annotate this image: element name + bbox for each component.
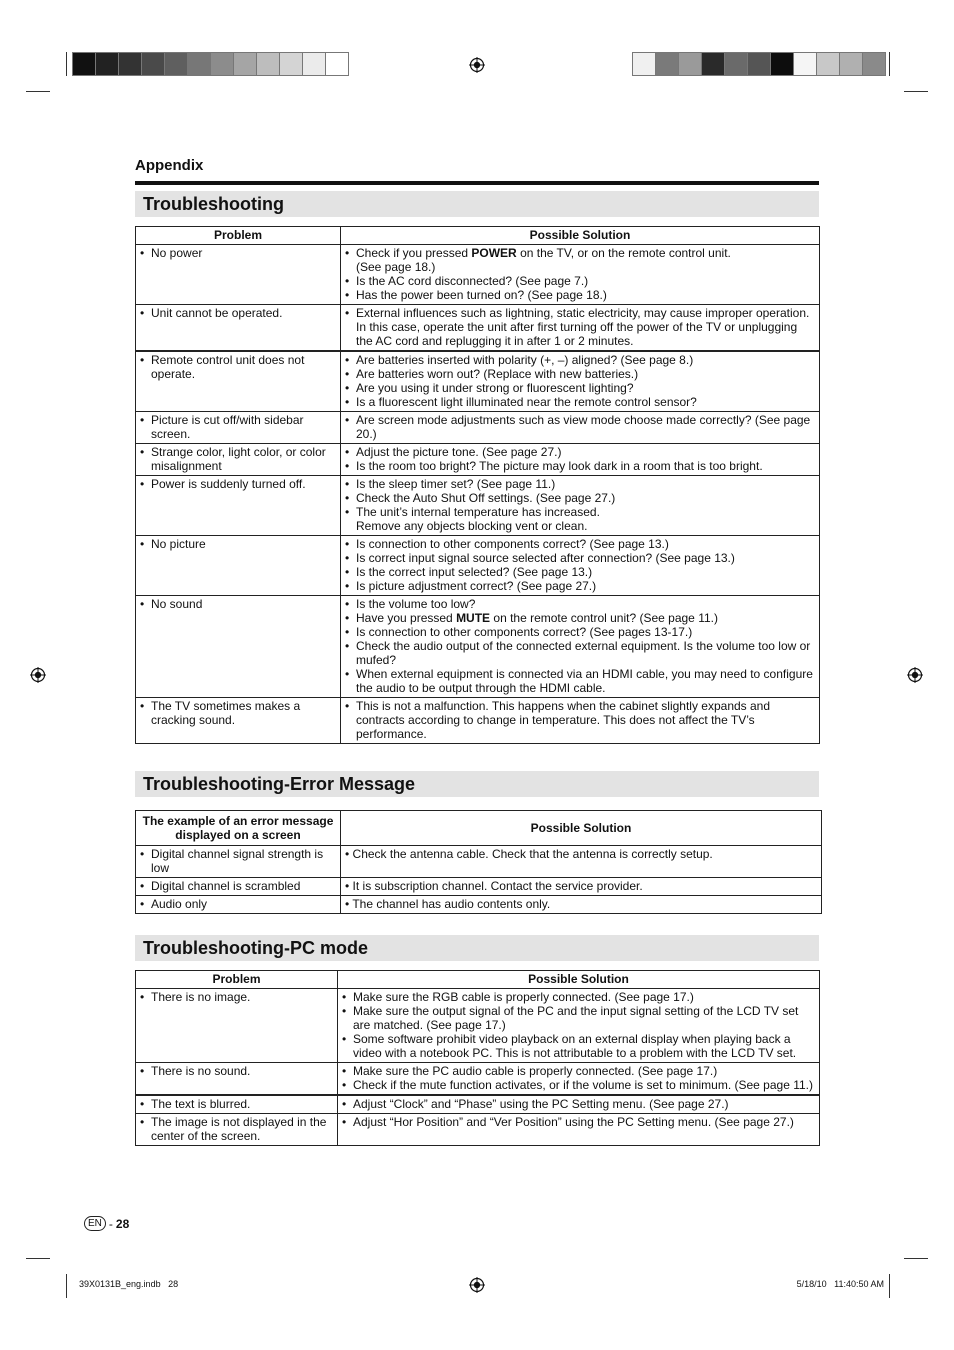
problem-text: • The TV sometimes makes a cracking sound.: [140, 699, 336, 727]
solution-item: [345, 353, 815, 367]
page-number: [84, 1216, 129, 1231]
solution-cell: [341, 596, 820, 698]
color-swatch: [118, 52, 142, 76]
section-title-troubleshooting: Troubleshooting: [135, 191, 819, 217]
solution-text: on the TV, or on the remote control unit. (See page 18.): [356, 246, 731, 274]
solution-text: External influences such as lightning, static electricity, may cause improper operation. In this case, operate the unit after first turning off the power of the TV or unplugging the AC cord and replugging it in after 1 or 2 minutes.: [356, 306, 810, 348]
solution-text: Is correct input signal source selected after connection? (See page 13.): [356, 551, 735, 565]
problem-cell: [136, 536, 341, 596]
table-row: [136, 1095, 820, 1114]
problem-text: • The text is blurred.: [140, 1097, 333, 1111]
solution-item: [345, 395, 815, 409]
color-swatch: [632, 52, 656, 76]
solution-item: [345, 551, 815, 565]
solution-text: Have you pressed: [356, 611, 457, 625]
problem-list: [140, 1097, 333, 1111]
problem-cell: [136, 351, 341, 412]
solution-item: [345, 445, 815, 459]
solution-text: Is the room too bright? The picture may look dark in a room that is too bright.: [356, 459, 763, 473]
solution-list: [345, 477, 815, 533]
error-message-list: [140, 879, 336, 893]
solution-list: [345, 597, 815, 695]
solution-cell: [338, 1063, 820, 1096]
solution-cell: [338, 1095, 820, 1114]
color-swatch: [770, 52, 794, 76]
table-row: [136, 476, 820, 536]
problem-text: • The image is not displayed in the center of the screen.: [140, 1115, 333, 1143]
crop-mark: [66, 1274, 67, 1298]
solution-item: [345, 246, 815, 274]
solution-list: [345, 246, 815, 302]
problem-cell: [136, 596, 341, 698]
crop-mark: [904, 1258, 928, 1259]
solution-cell: [341, 698, 820, 744]
error-message-cell: [136, 896, 341, 914]
language-badge: EN: [84, 1216, 106, 1231]
color-swatch: [839, 52, 863, 76]
color-swatch: [187, 52, 211, 76]
solution-text: Check if you pressed: [356, 246, 472, 260]
error-message-cell: [136, 878, 341, 896]
problem-list: [140, 306, 336, 320]
solution-cell: • The channel has audio contents only.: [341, 896, 822, 914]
solution-item: [342, 1064, 815, 1078]
solution-text: Is the AC cord disconnected? (See page 7.): [356, 274, 589, 288]
troubleshooting-table: [135, 226, 820, 744]
problem-cell: [136, 444, 341, 476]
page-number-value: 28: [115, 1216, 130, 1231]
solution-item: [345, 459, 815, 473]
crop-mark: [889, 1274, 890, 1298]
button-name: MUTE: [456, 611, 491, 625]
problem-list: [140, 477, 336, 491]
problem-list: [140, 699, 336, 727]
solution-list: [342, 990, 815, 1060]
crop-mark: [26, 91, 50, 92]
color-swatch: [701, 52, 725, 76]
problem-list: [140, 1064, 333, 1078]
color-swatch: [655, 52, 679, 76]
solution-list: [345, 306, 815, 348]
registration-mark-icon: [30, 667, 46, 683]
problem-list: [140, 537, 336, 551]
registration-mark-icon: [469, 57, 485, 73]
solution-text: on the remote control unit? (See page 11.): [490, 611, 718, 625]
color-swatch: [164, 52, 188, 76]
solution-cell: [341, 444, 820, 476]
problem-list: [140, 246, 336, 260]
solution-list: [342, 1115, 815, 1129]
problem-text: • Picture is cut off/with sidebar screen.: [140, 413, 336, 441]
problem-text: • There is no sound.: [140, 1064, 333, 1078]
solution-item: [345, 381, 815, 395]
color-swatch: [279, 52, 303, 76]
solution-text: Adjust “Clock” and “Phase” using the PC Setting menu. (See page 27.): [353, 1097, 729, 1111]
problem-text: • Strange color, light color, or color misalignment: [140, 445, 336, 473]
solution-text: Is picture adjustment correct? (See page 27.): [356, 579, 597, 593]
solution-text: Check the audio output of the connected external equipment. Is the volume too low or mufed?: [356, 639, 811, 667]
solution-cell: [341, 305, 820, 352]
table-row: [136, 245, 820, 305]
error-message-text: • Digital channel is scrambled: [140, 879, 336, 893]
column-header-solution: Possible Solution: [341, 227, 820, 245]
problem-text: • Remote control unit does not operate.: [140, 353, 336, 381]
table-row: [136, 596, 820, 698]
solution-cell: [341, 412, 820, 444]
pc-mode-rows: [136, 989, 820, 1146]
table-row: [136, 989, 820, 1063]
solution-item: [345, 611, 815, 625]
solution-list: [342, 1064, 815, 1092]
color-swatch: [325, 52, 349, 76]
problem-cell: [136, 412, 341, 444]
error-message-cell: [136, 846, 341, 878]
solution-cell: [338, 989, 820, 1063]
problem-list: [140, 445, 336, 473]
solution-text: Some software prohibit video playback on an external display when playing back a video with a notebook PC. This is not attributable to a problem with the LCD TV set.: [353, 1032, 797, 1060]
problem-cell: [136, 1063, 338, 1096]
color-swatch: [210, 52, 234, 76]
problem-text: • No power: [140, 246, 336, 260]
table-row: [136, 896, 822, 914]
color-swatch: [724, 52, 748, 76]
error-message-text: • Digital channel signal strength is low: [140, 847, 336, 875]
problem-list: [140, 353, 336, 381]
solution-item: [345, 579, 815, 593]
table-row: [136, 536, 820, 596]
problem-cell: [136, 989, 338, 1063]
problem-text: • Unit cannot be operated.: [140, 306, 336, 320]
solution-text: Is connection to other components correct? (See pages 13-17.): [356, 625, 693, 639]
solution-cell: [341, 351, 820, 412]
solution-text: Is the sleep timer set? (See page 11.): [356, 477, 556, 491]
troubleshooting-rows: [136, 245, 820, 744]
color-swatch: [678, 52, 702, 76]
solution-item: [345, 505, 815, 533]
problem-cell: [136, 245, 341, 305]
solution-text: Is the correct input selected? (See page 13.): [356, 565, 593, 579]
section-title-error-message: Troubleshooting-Error Message: [135, 771, 819, 797]
solution-item: [345, 367, 815, 381]
problem-list: [140, 990, 333, 1004]
solution-item: [345, 537, 815, 551]
solution-list: [345, 413, 815, 441]
solution-cell: • Check the antenna cable. Check that the antenna is correctly setup.: [341, 846, 822, 878]
problem-text: • There is no image.: [140, 990, 333, 1004]
solution-text: Adjust the picture tone. (See page 27.): [356, 445, 562, 459]
solution-text: The unit’s internal temperature has increased. Remove any objects blocking vent or clean.: [356, 505, 600, 533]
problem-cell: [136, 476, 341, 536]
color-swatch: [72, 52, 96, 76]
error-message-text: • Audio only: [140, 897, 336, 911]
color-swatch: [256, 52, 280, 76]
solution-text: Is a fluorescent light illuminated near the remote control sensor?: [356, 395, 697, 409]
button-name: POWER: [471, 246, 517, 260]
problem-cell: [136, 1095, 338, 1114]
solution-text: Make sure the output signal of the PC and the input signal setting of the LCD TV set are matched. (See page 17.): [353, 1004, 799, 1032]
color-swatch: [793, 52, 817, 76]
pc-mode-table: [135, 970, 820, 1146]
solution-item: [345, 699, 815, 741]
solution-item: [345, 491, 815, 505]
solution-text: Is connection to other components correct? (See page 13.): [356, 537, 669, 551]
solution-item: [345, 274, 815, 288]
solution-text: Check the Auto Shut Off settings. (See page 27.): [356, 491, 616, 505]
registration-mark-icon: [469, 1277, 485, 1293]
problem-list: [140, 597, 336, 611]
solution-cell: [341, 476, 820, 536]
column-header-solution: Possible Solution: [341, 811, 822, 846]
solution-cell: [341, 536, 820, 596]
solution-item: [345, 565, 815, 579]
table-row: [136, 846, 822, 878]
section-title-pc-mode: Troubleshooting-PC mode: [135, 935, 819, 961]
crop-mark: [26, 1258, 50, 1259]
solution-item: [345, 625, 815, 639]
column-header-problem: Problem: [136, 971, 338, 989]
error-message-rows: [136, 846, 822, 914]
problem-list: [140, 413, 336, 441]
solution-list: [342, 1097, 815, 1111]
color-swatch: [233, 52, 257, 76]
solution-text: Are batteries worn out? (Replace with new batteries.): [356, 367, 639, 381]
table-row: [136, 698, 820, 744]
solution-text: Check if the mute function activates, or if the volume is set to minimum. (See page 11.): [353, 1078, 813, 1092]
solution-item: [345, 639, 815, 667]
table-row: [136, 1063, 820, 1096]
problem-cell: [136, 698, 341, 744]
solution-text: Are screen mode adjustments such as view mode choose made correctly? (See page 20.): [356, 413, 811, 441]
problem-cell: [136, 305, 341, 352]
color-swatch: [816, 52, 840, 76]
color-swatch: [302, 52, 326, 76]
section-label: Appendix: [135, 157, 204, 174]
color-swatch: [747, 52, 771, 76]
solution-item: [345, 288, 815, 302]
solution-item: [342, 1032, 815, 1060]
table-row: [136, 351, 820, 412]
crop-mark: [904, 91, 928, 92]
error-message-table: [135, 810, 822, 914]
error-message-list: [140, 897, 336, 911]
solution-text: Make sure the RGB cable is properly connected. (See page 17.): [353, 990, 694, 1004]
solution-list: [345, 699, 815, 741]
problem-text: • No picture: [140, 537, 336, 551]
column-header-error-example: The example of an error message displayed on a screen: [136, 811, 341, 846]
solution-list: [345, 537, 815, 593]
color-swatch: [862, 52, 886, 76]
table-row: [136, 444, 820, 476]
footer-timestamp: 5/18/10 11:40:50 AM: [796, 1279, 884, 1289]
solution-cell: • It is subscription channel. Contact the service provider.: [341, 878, 822, 896]
solution-item: [342, 990, 815, 1004]
color-swatch: [95, 52, 119, 76]
crop-mark: [66, 52, 67, 76]
table-row: [136, 1114, 820, 1146]
error-message-list: [140, 847, 336, 875]
solution-item: [342, 1078, 815, 1092]
solution-item: [345, 413, 815, 441]
solution-cell: [341, 245, 820, 305]
solution-item: [342, 1004, 815, 1032]
solution-text: Has the power been turned on? (See page 18.): [356, 288, 607, 302]
registration-mark-icon: [907, 667, 923, 683]
header-rule: [135, 181, 819, 185]
solution-item: [345, 597, 815, 611]
solution-item: [345, 477, 815, 491]
solution-text: Adjust “Hor Position” and “Ver Position” using the PC Setting menu. (See page 27.): [353, 1115, 794, 1129]
solution-item: [345, 306, 815, 348]
problem-cell: [136, 1114, 338, 1146]
solution-text: Are batteries inserted with polarity (+, –) aligned? (See page 8.): [356, 353, 694, 367]
solution-item: [342, 1097, 815, 1111]
color-bar-left: [73, 52, 349, 76]
problem-list: [140, 1115, 333, 1143]
solution-text: Are you using it under strong or fluorescent lighting?: [356, 381, 634, 395]
solution-text: When external equipment is connected via an HDMI cable, you may need to configure the audio to be output through the HDMI cable.: [356, 667, 813, 695]
problem-text: • No sound: [140, 597, 336, 611]
color-swatch: [141, 52, 165, 76]
table-row: [136, 412, 820, 444]
footer-file-name: 39X0131B_eng.indb 28: [79, 1279, 179, 1289]
solution-item: [345, 667, 815, 695]
solution-text: Make sure the PC audio cable is properly connected. (See page 17.): [353, 1064, 718, 1078]
table-row: [136, 878, 822, 896]
solution-text: This is not a malfunction. This happens when the cabinet slightly expands and contracts according to change in temperature. This does not affect the TV’s performance.: [356, 699, 771, 741]
solution-cell: [338, 1114, 820, 1146]
solution-item: [342, 1115, 815, 1129]
page-number-separator: -: [108, 1216, 113, 1231]
table-row: [136, 305, 820, 352]
color-bar-right: [633, 52, 886, 76]
crop-mark: [889, 52, 890, 76]
solution-list: [345, 445, 815, 473]
solution-text: Is the volume too low?: [356, 597, 476, 611]
column-header-problem: Problem: [136, 227, 341, 245]
problem-text: • Power is suddenly turned off.: [140, 477, 336, 491]
solution-list: [345, 353, 815, 409]
column-header-solution: Possible Solution: [338, 971, 820, 989]
